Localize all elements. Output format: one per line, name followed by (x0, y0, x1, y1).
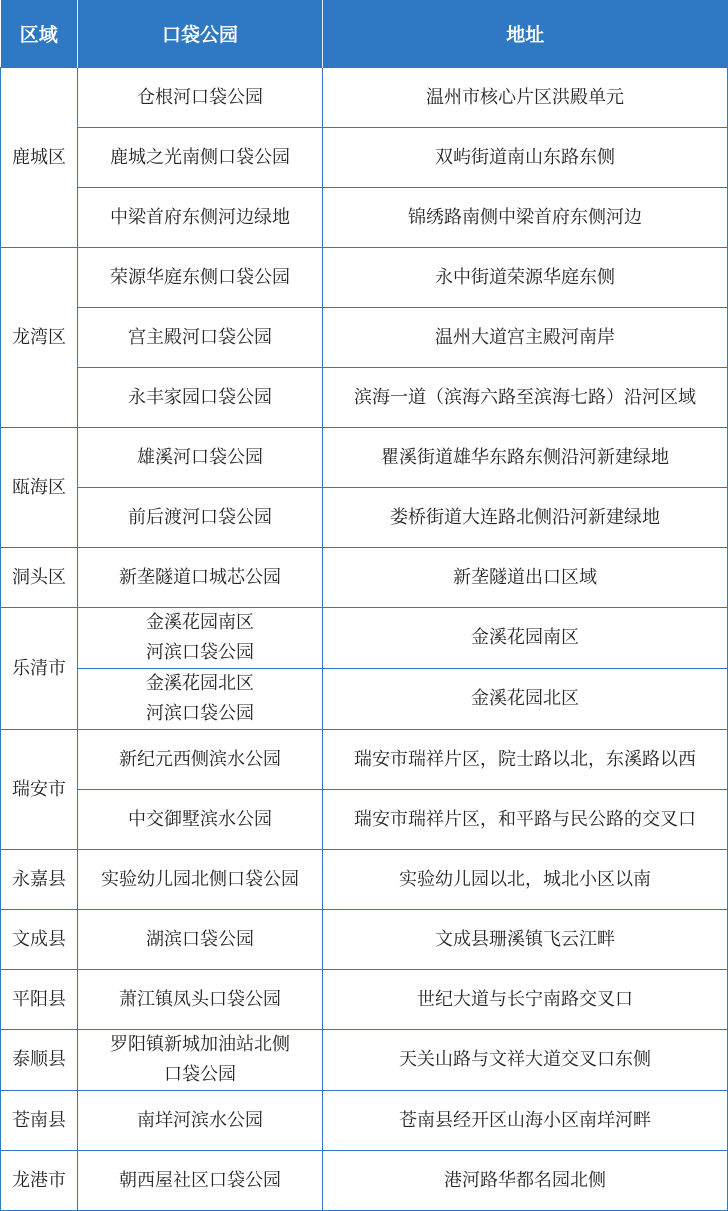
park-name-cell (78, 248, 323, 308)
park-name-line: 金溪花园北区 (146, 673, 254, 694)
park-name-line: 湖滨口袋公园 (146, 928, 254, 950)
park-name-line: 中梁首府东侧河边绿地 (110, 206, 290, 228)
address-cell: 瑞安市瑞祥片区，院士路以北，东溪路以西 (323, 730, 728, 790)
park-name-cell (78, 428, 323, 488)
table-row (1, 68, 728, 128)
park-name-cell (78, 308, 323, 368)
park-name-line: 新纪元西侧滨水公园 (119, 748, 281, 770)
park-name-line: 新垄隧道口城芯公园 (119, 566, 281, 588)
table-row (1, 308, 728, 368)
table-row (1, 1030, 728, 1091)
park-name-line: 罗阳镇新城加油站北侧 (110, 1034, 290, 1055)
region-cell: 龙港市 (1, 1151, 78, 1211)
region-cell: 平阳县 (1, 970, 78, 1030)
address-cell: 苍南县经开区山海小区南垟河畔 (323, 1091, 728, 1151)
park-name-line: 萧江镇凤头口袋公园 (119, 988, 281, 1010)
park-name-line: 朝西屋社区口袋公园 (119, 1169, 281, 1191)
table-row (1, 730, 728, 790)
table-row (1, 970, 728, 1030)
address-cell: 新垄隧道出口区域 (323, 548, 728, 608)
region-cell: 永嘉县 (1, 850, 78, 910)
address-cell: 滨海一道（滨海六路至滨海七路）沿河区域 (323, 368, 728, 428)
table-row (1, 850, 728, 910)
park-name-line: 永丰家园口袋公园 (128, 386, 272, 408)
table-row (1, 910, 728, 970)
region-cell: 泰顺县 (1, 1030, 78, 1091)
address-cell: 文成县珊溪镇飞云江畔 (323, 910, 728, 970)
table-row (1, 488, 728, 548)
address-cell: 金溪花园北区 (323, 669, 728, 730)
park-name-line: 荣源华庭东侧口袋公园 (110, 266, 290, 288)
address-cell: 温州市核心片区洪殿单元 (323, 68, 728, 128)
park-name-cell (78, 188, 323, 248)
table-row (1, 669, 728, 730)
region-cell: 瑞安市 (1, 730, 78, 850)
address-cell: 锦绣路南侧中梁首府东侧河边 (323, 188, 728, 248)
header-region: 区域 (1, 0, 78, 68)
table-row (1, 790, 728, 850)
park-name-cell (78, 128, 323, 188)
address-cell: 天关山路与文祥大道交叉口东侧 (323, 1030, 728, 1091)
region-cell: 瓯海区 (1, 428, 78, 548)
table-body (1, 68, 728, 1211)
address-cell: 港河路华都名园北侧 (323, 1151, 728, 1211)
region-cell: 苍南县 (1, 1091, 78, 1151)
park-name-cell (78, 368, 323, 428)
park-name-line: 仓根河口袋公园 (137, 86, 263, 108)
park-name-cell (78, 730, 323, 790)
park-name-cell (78, 970, 323, 1030)
address-cell: 金溪花园南区 (323, 608, 728, 669)
table-row (1, 368, 728, 428)
address-cell: 娄桥街道大连路北侧沿河新建绿地 (323, 488, 728, 548)
address-cell: 双屿街道南山东路东侧 (323, 128, 728, 188)
address-cell: 世纪大道与长宁南路交叉口 (323, 970, 728, 1030)
table-row (1, 548, 728, 608)
region-cell: 洞头区 (1, 548, 78, 608)
park-name-line: 鹿城之光南侧口袋公园 (110, 146, 290, 168)
park-name-cell (78, 488, 323, 548)
address-cell: 实验幼儿园以北，城北小区以南 (323, 850, 728, 910)
table-row (1, 608, 728, 669)
park-name-cell (78, 1030, 323, 1091)
table-row (1, 248, 728, 308)
park-name-cell (78, 1151, 323, 1211)
table-row (1, 128, 728, 188)
park-name-line: 口袋公园 (164, 1064, 236, 1085)
table-header-row (1, 0, 728, 68)
table-row (1, 428, 728, 488)
park-name-line: 宫主殿河口袋公园 (128, 326, 272, 348)
park-name-line: 河滨口袋公园 (146, 642, 254, 663)
address-cell: 永中街道荣源华庭东侧 (323, 248, 728, 308)
header-address: 地址 (323, 0, 728, 68)
address-cell: 瑞安市瑞祥片区，和平路与民公路的交叉口 (323, 790, 728, 850)
park-name-cell (78, 669, 323, 730)
park-name-line: 中交御墅滨水公园 (128, 808, 272, 830)
region-cell: 文成县 (1, 910, 78, 970)
park-name-cell (78, 68, 323, 128)
address-cell: 瞿溪街道雄华东路东侧沿河新建绿地 (323, 428, 728, 488)
table-row (1, 188, 728, 248)
park-name-cell (78, 850, 323, 910)
table-row (1, 1151, 728, 1211)
park-name-line: 金溪花园南区 (146, 612, 254, 633)
park-name-line: 实验幼儿园北侧口袋公园 (101, 868, 299, 890)
park-name-line: 雄溪河口袋公园 (137, 446, 263, 468)
table-row (1, 1091, 728, 1151)
park-name-cell (78, 548, 323, 608)
park-name-line: 前后渡河口袋公园 (128, 506, 272, 528)
header-park: 口袋公园 (78, 0, 323, 68)
region-cell: 鹿城区 (1, 68, 78, 248)
park-name-cell (78, 790, 323, 850)
region-cell: 乐清市 (1, 608, 78, 730)
park-name-cell (78, 910, 323, 970)
park-name-line: 南垟河滨水公园 (137, 1109, 263, 1131)
region-cell: 龙湾区 (1, 248, 78, 428)
park-name-line: 河滨口袋公园 (146, 703, 254, 724)
address-cell: 温州大道宫主殿河南岸 (323, 308, 728, 368)
park-name-cell (78, 608, 323, 669)
park-name-cell (78, 1091, 323, 1151)
